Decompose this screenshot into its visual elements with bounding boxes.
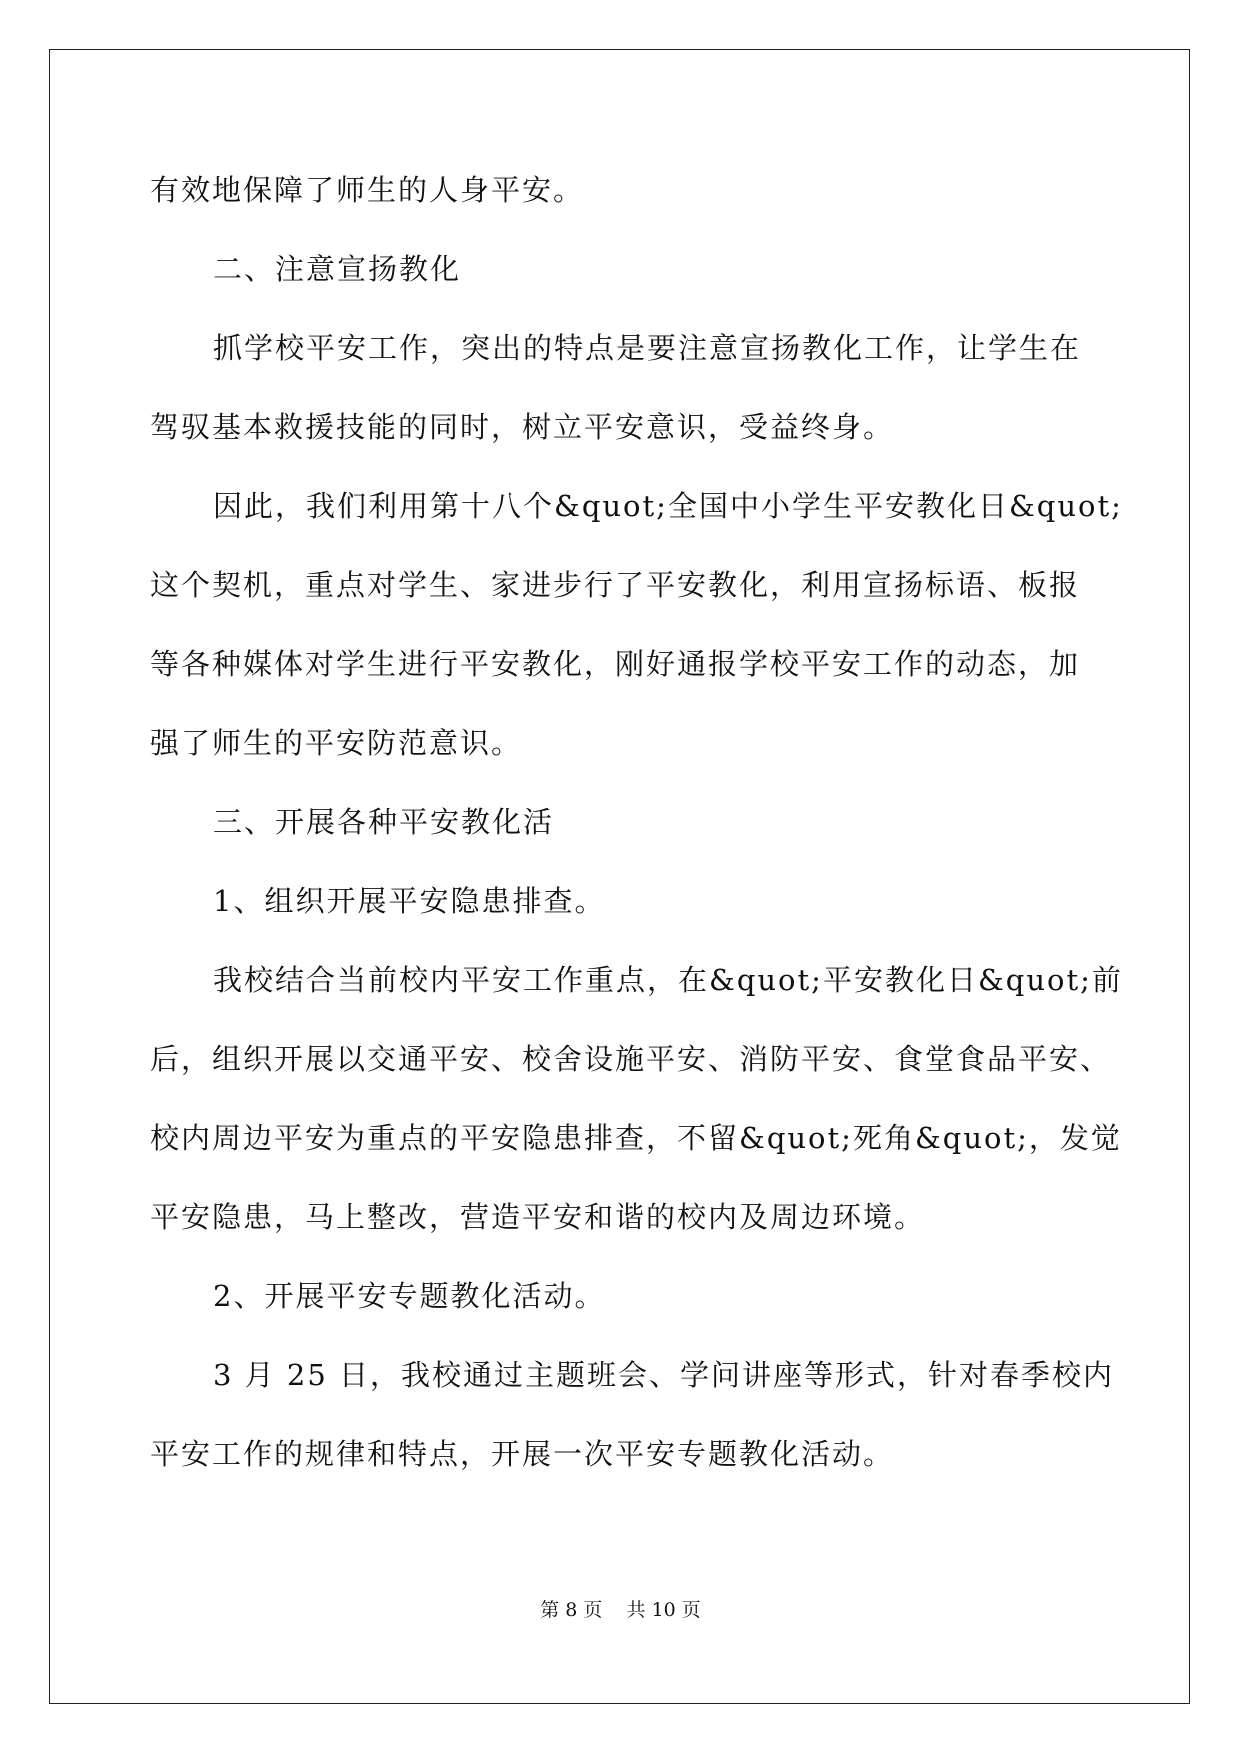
text-line: 3 月 25 日，我校通过主题班会、学问讲座等形式，针对春季校内 [213, 1358, 1115, 1392]
text-line: 驾驭基本救援技能的同时，树立平安意识，受益终身。 [150, 410, 895, 444]
text-line: 这个契机，重点对学生、家进步行了平安教化，利用宣扬标语、板报 [150, 568, 1081, 602]
page-number-footer: 第 8 页 共 10 页 [540, 1599, 701, 1621]
text-line: 有效地保障了师生的人身平安。 [150, 173, 585, 207]
section-heading: 三、开展各种平安教化活 [213, 805, 555, 839]
list-item-heading: 1、组织开展平安隐患排查。 [213, 884, 606, 918]
text-line: 抓学校平安工作，突出的特点是要注意宣扬教化工作，让学生在 [213, 331, 1082, 365]
text-line: 后，组织开展以交通平安、校舍设施平安、消防平安、食堂食品平安、 [150, 1042, 1112, 1076]
list-item-heading: 2、开展平安专题教化活动。 [213, 1279, 606, 1313]
text-line: 平安工作的规律和特点，开展一次平安专题教化活动。 [150, 1437, 895, 1471]
text-line: 我校结合当前校内平安工作重点，在&quot;平安教化日&quot;前 [213, 963, 1123, 997]
text-line: 等各种媒体对学生进行平安教化，刚好通报学校平安工作的动态，加 [150, 647, 1081, 681]
text-line: 强了师生的平安防范意识。 [150, 726, 523, 760]
text-line: 平安隐患，马上整改，营造平安和谐的校内及周边环境。 [150, 1200, 926, 1234]
section-heading: 二、注意宣扬教化 [213, 252, 462, 286]
text-line: 校内周边平安为重点的平安隐患排查，不留&quot;死角&quot;，发觉 [150, 1121, 1122, 1155]
text-line: 因此，我们利用第十八个&quot;全国中小学生平安教化日&quot; [213, 489, 1123, 523]
